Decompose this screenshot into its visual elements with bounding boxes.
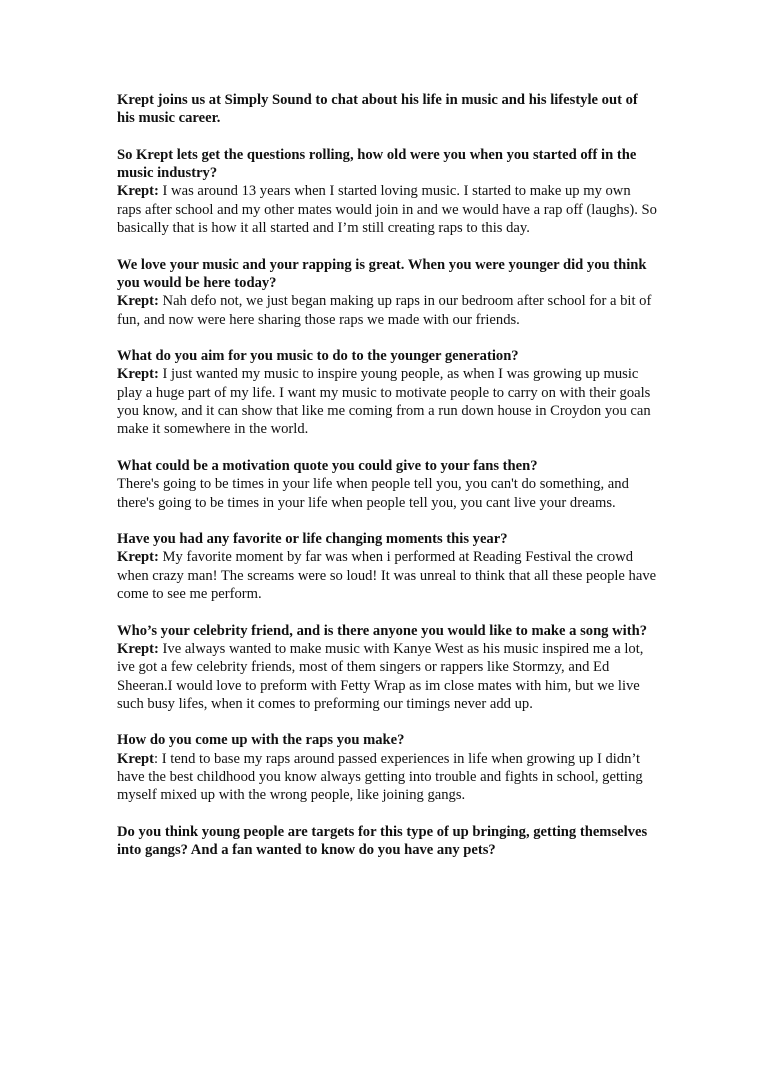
answer-text xyxy=(117,640,657,713)
answer-body: Ive always wanted to make music with Kanye West as his music inspired me a lot, ive got a few celebrity friends, most of them singers or rappers like Stormzy, and Ed Sheeran.I would love to preform with Fetty Wrap as im close mates with him, but we live such busy lifes, when it comes to preforming our timings never add up. xyxy=(117,640,644,712)
qa-block xyxy=(117,731,657,804)
answer-text xyxy=(117,365,657,438)
question-text: Have you had any favorite or life changing moments this year? xyxy=(117,531,508,548)
qa-block xyxy=(117,146,657,237)
qa-block xyxy=(117,457,657,512)
answer-text xyxy=(117,292,657,329)
intro-paragraph xyxy=(117,91,657,128)
speaker-label: Krept xyxy=(117,750,155,767)
speaker-label: Krept: xyxy=(117,640,159,657)
closing-question-block xyxy=(117,823,657,860)
qa-block xyxy=(117,347,657,438)
question-text: What could be a motivation quote you could give to your fans then? xyxy=(117,457,538,474)
question-text: Who’s your celebrity friend, and is there anyone you would like to make a song with? xyxy=(117,622,647,639)
answer-body: I was around 13 years when I started loving music. I started to make up my own raps after school and my other mates would join in and we would have a rap off (laughs). So basically that is how it all started and I’m still creating raps to this day. xyxy=(117,183,657,237)
speaker-label: Krept: xyxy=(117,293,159,310)
closing-question-text: Do you think young people are targets for this type of up bringing, getting themselves into gangs? And a fan wanted to know do you have any pets? xyxy=(117,823,648,859)
question-text: We love your music and your rapping is great. When you were younger did you think you would be here today? xyxy=(117,256,647,291)
answer-text xyxy=(117,182,657,237)
question-text: What do you aim for you music to do to the younger generation? xyxy=(117,348,519,365)
speaker-label: Krept: xyxy=(117,549,159,566)
answer-text xyxy=(117,475,657,512)
answer-text xyxy=(117,548,657,603)
answer-body: There's going to be times in your life when people tell you, you can't do something, and there's going to be times in your life when people tell you, you cant live your dreams. xyxy=(117,476,629,511)
speaker-label: Krept: xyxy=(117,366,159,383)
speaker-label: Krept: xyxy=(117,183,159,200)
answer-text xyxy=(117,750,657,805)
answer-body: My favorite moment by far was when i performed at Reading Festival the crowd when crazy man! The screams were so loud! It was unreal to think that all these people have come to see me perform. xyxy=(117,549,657,603)
answer-body: I just wanted my music to inspire young people, as when I was growing up music play a huge part of my life. I want my music to motivate people to carry on with their goals you know, and it can show that like me coming from a run down house in Croydon you can make it somewhere in the world. xyxy=(117,366,651,438)
qa-block xyxy=(117,256,657,329)
question-text: How do you come up with the raps you make? xyxy=(117,732,405,749)
article-body xyxy=(117,91,657,878)
qa-block xyxy=(117,622,657,713)
qa-block xyxy=(117,530,657,603)
answer-body: : I tend to base my raps around passed experiences in life when growing up I didn’t have the best childhood you know always getting into trouble and fights in school, getting myself mixed up with the wrong people, like joining gangs. xyxy=(117,750,643,804)
question-text: So Krept lets get the questions rolling, how old were you when you started off in the music industry? xyxy=(117,146,637,182)
intro-text: Krept joins us at Simply Sound to chat about his life in music and his lifestyle out of his music career. xyxy=(117,92,638,127)
answer-body: Nah defo not, we just began making up raps in our bedroom after school for a bit of fun, and now were here sharing those raps we made with our friends. xyxy=(117,293,652,328)
